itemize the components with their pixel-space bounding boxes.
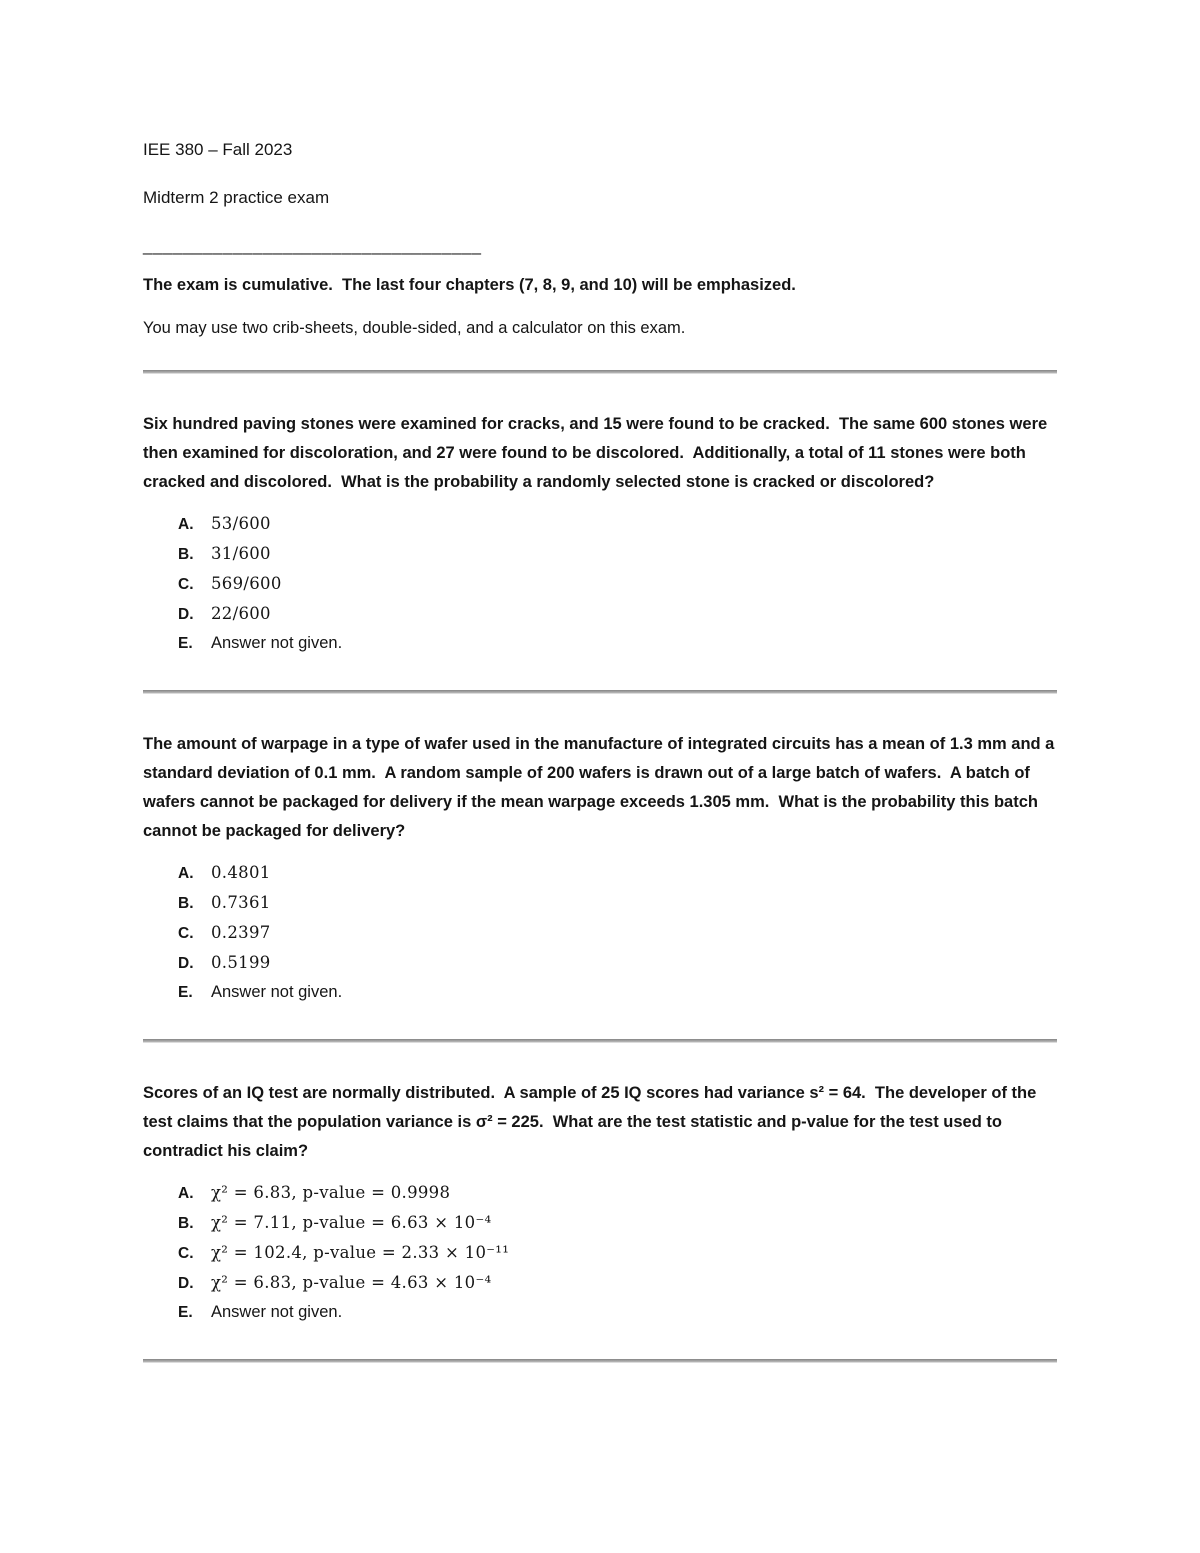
option-row (143, 1268, 1057, 1298)
option-list (143, 858, 1057, 1007)
option-text: 31/600 (211, 544, 271, 563)
option-row (143, 539, 1057, 569)
option-letter: D. (178, 606, 194, 623)
option-list (143, 1178, 1057, 1327)
option-row (143, 858, 1057, 888)
exam-title: Midterm 2 practice exam (143, 188, 330, 207)
option-row (143, 569, 1057, 599)
course-title: IEE 380 – Fall 2023 (143, 140, 293, 159)
question-block-3 (143, 1079, 1057, 1327)
option-letter: B. (178, 546, 194, 563)
option-text: 0.2397 (211, 923, 271, 942)
option-letter: E. (178, 1304, 193, 1321)
section-divider (143, 1039, 1057, 1043)
option-letter: E. (178, 984, 193, 1001)
section-divider (143, 1359, 1057, 1363)
option-row (143, 629, 1057, 658)
option-letter: B. (178, 895, 194, 912)
section-divider (143, 690, 1057, 694)
option-letter: C. (178, 576, 194, 593)
option-row (143, 888, 1057, 918)
option-text: χ² = 7.11, p-value = 6.63 × 10⁻⁴ (211, 1213, 492, 1232)
option-text: Answer not given. (211, 1303, 343, 1321)
option-letter: E. (178, 635, 193, 652)
option-letter: D. (178, 1275, 194, 1292)
option-row (143, 948, 1057, 978)
name-blank-line: __________________________________ (143, 236, 482, 255)
question-text: The amount of warpage in a type of wafer used in the manufacture of integrated circuits has a mean of 1.3 mm and a standard deviation of 0.1 mm. A random sample of 200 wafers is drawn out of a large batch of wafers. A batch of wafers cannot be packaged for delivery if the mean warpage exceeds 1.305 mm. What is the probability this batch cannot be packaged for delivery? (143, 735, 1059, 840)
option-row (143, 978, 1057, 1007)
option-letter: C. (178, 925, 194, 942)
option-letter: D. (178, 955, 194, 972)
section-divider (143, 370, 1057, 374)
option-text: χ² = 102.4, p-value = 2.33 × 10⁻¹¹ (211, 1243, 510, 1262)
option-list (143, 509, 1057, 658)
option-letter: A. (178, 516, 194, 533)
option-letter: A. (178, 865, 194, 882)
option-text: χ² = 6.83, p-value = 0.9998 (211, 1183, 451, 1202)
option-text: Answer not given. (211, 983, 343, 1001)
option-row (143, 509, 1057, 539)
question-text: Scores of an IQ test are normally distributed. A sample of 25 IQ scores had variance s² = 64. The developer of the test claims that the population variance is σ² = 225. What are the test statistic and p-value for the test used to contradict his claim? (143, 1084, 1041, 1160)
question-block-1 (143, 410, 1057, 658)
question-block-2 (143, 730, 1057, 1007)
option-letter: A. (178, 1185, 194, 1202)
exam-instructions-plain: You may use two crib-sheets, double-sided, and a calculator on this exam. (143, 319, 686, 337)
option-text: 0.5199 (211, 953, 271, 972)
exam-instructions-bold: The exam is cumulative. The last four chapters (7, 8, 9, and 10) will be emphasized. (143, 276, 796, 294)
option-text: 22/600 (211, 604, 271, 623)
option-text: Answer not given. (211, 634, 343, 652)
option-row (143, 1298, 1057, 1327)
option-row (143, 1178, 1057, 1208)
option-row (143, 1238, 1057, 1268)
option-row (143, 599, 1057, 629)
option-text: 53/600 (211, 514, 271, 533)
option-letter: B. (178, 1215, 194, 1232)
option-text: 0.7361 (211, 893, 271, 912)
option-letter: C. (178, 1245, 194, 1262)
option-row (143, 1208, 1057, 1238)
option-text: 569/600 (211, 574, 282, 593)
option-text: 0.4801 (211, 863, 271, 882)
question-text: Six hundred paving stones were examined for cracks, and 15 were found to be cracked. The same 600 stones were then examined for discoloration, and 27 were found to be discolored. Additionally, a total of 11 stones were both cracked and discolored. What is the probability a randomly selected stone is cracked or discolored? (143, 415, 1052, 491)
option-text: χ² = 6.83, p-value = 4.63 × 10⁻⁴ (211, 1273, 492, 1292)
option-row (143, 918, 1057, 948)
